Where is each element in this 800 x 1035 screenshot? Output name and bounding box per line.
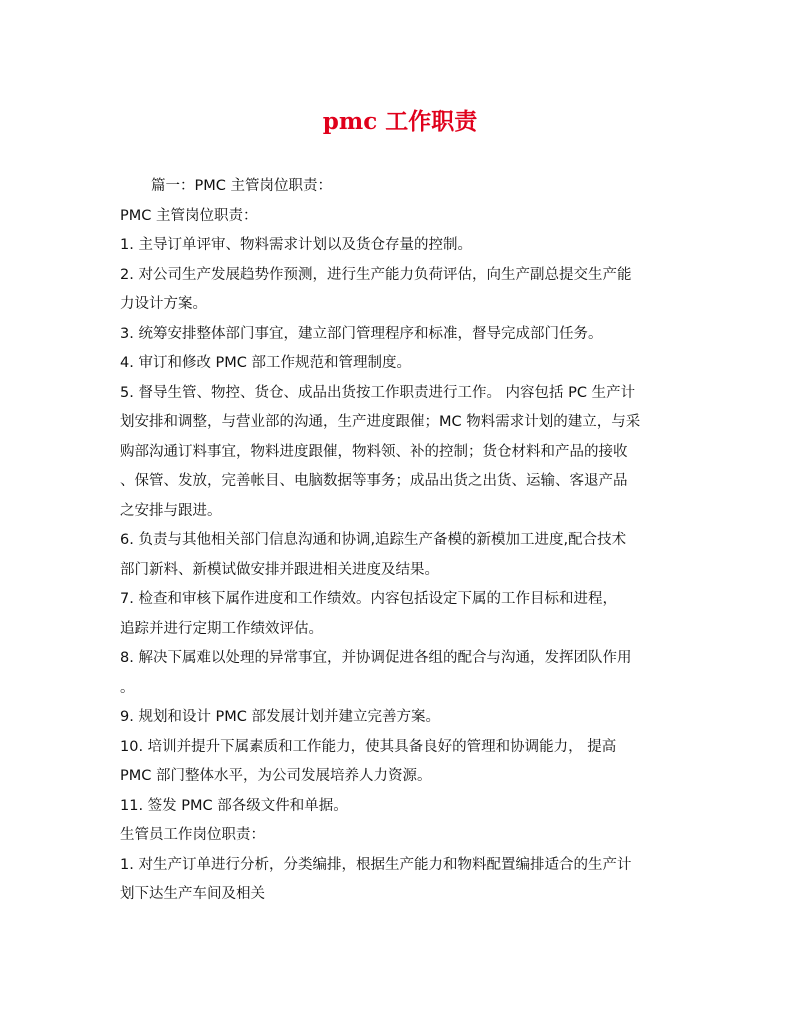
text-line: 力设计方案。 bbox=[120, 296, 207, 312]
text-line: 追踪并进行定期工作绩效评估。 bbox=[120, 620, 323, 637]
text-line: 部门新料、新模试做安排并跟进相关进度及结果。 bbox=[120, 561, 439, 578]
text-line: 购部沟通订料事宜，物料进度跟催，物料领、补的控制；货仓材料和产品的接收 bbox=[120, 443, 628, 460]
text-line: 8. 解决下属难以处理的异常事宜，并协调促进各组的配合与沟通，发挥团队作用 bbox=[120, 650, 632, 666]
section-heading: 篇一：PMC 主管岗位职责： bbox=[151, 178, 332, 194]
text-line: 4. 审订和修改 PMC 部工作规范和管理制度。 bbox=[120, 355, 412, 371]
subsection-heading: PMC 主管岗位职责： bbox=[120, 207, 258, 224]
text-line: 9. 规划和设计 PMC 部发展计划并建立完善方案。 bbox=[120, 709, 441, 725]
text-line: 2. 对公司生产发展趋势作预测，进行生产能力负荷评估，向生产副总提交生产能 bbox=[120, 266, 632, 283]
document-title: pmc 工作职责 bbox=[322, 108, 478, 135]
text-line: 划安排和调整，与营业部的沟通，生产进度跟催；MC 物料需求计划的建立，与采 bbox=[120, 414, 641, 430]
text-line: 7. 检查和审核下属作进度和工作绩效。内容包括设定下属的工作目标和进程， bbox=[120, 591, 617, 607]
text-line: 5. 督导生管、物控、货仓、成品出货按工作职责进行工作。 内容包括 PC 生产计 bbox=[120, 384, 636, 401]
text-line: 10. 培训并提升下属素质和工作能力，使其具备良好的管理和协调能力， 提高 bbox=[120, 738, 617, 755]
text-line: PMC 部门整体水平，为公司发展培养人力资源。 bbox=[120, 768, 432, 784]
text-line: 、保管、发放，完善帐目、电脑数据等事务；成品出货之出货、运输、客退产品 bbox=[120, 473, 628, 489]
document-body bbox=[120, 172, 688, 910]
text-line: 3. 统筹安排整体部门事宜，建立部门管理程序和标准，督导完成部门任务。 bbox=[120, 325, 603, 342]
text-line: 划下达生产车间及相关 bbox=[120, 886, 265, 902]
text-line: 。 bbox=[120, 679, 135, 696]
text-line: 11. 签发 PMC 部各级文件和单据。 bbox=[120, 797, 348, 814]
subsection-heading: 生管员工作岗位职责： bbox=[120, 827, 265, 843]
text-line: 6. 负责与其他相关部门信息沟通和协调,追踪生产备模的新模加工进度,配合技术 bbox=[120, 532, 627, 548]
text-line: 1. 主导订单评审、物料需求计划以及货仓存量的控制。 bbox=[120, 237, 472, 253]
text-line: 之安排与跟进。 bbox=[120, 502, 222, 519]
text-line: 1. 对生产订单进行分析，分类编排，根据生产能力和物料配置编排适合的生产计 bbox=[120, 856, 632, 873]
